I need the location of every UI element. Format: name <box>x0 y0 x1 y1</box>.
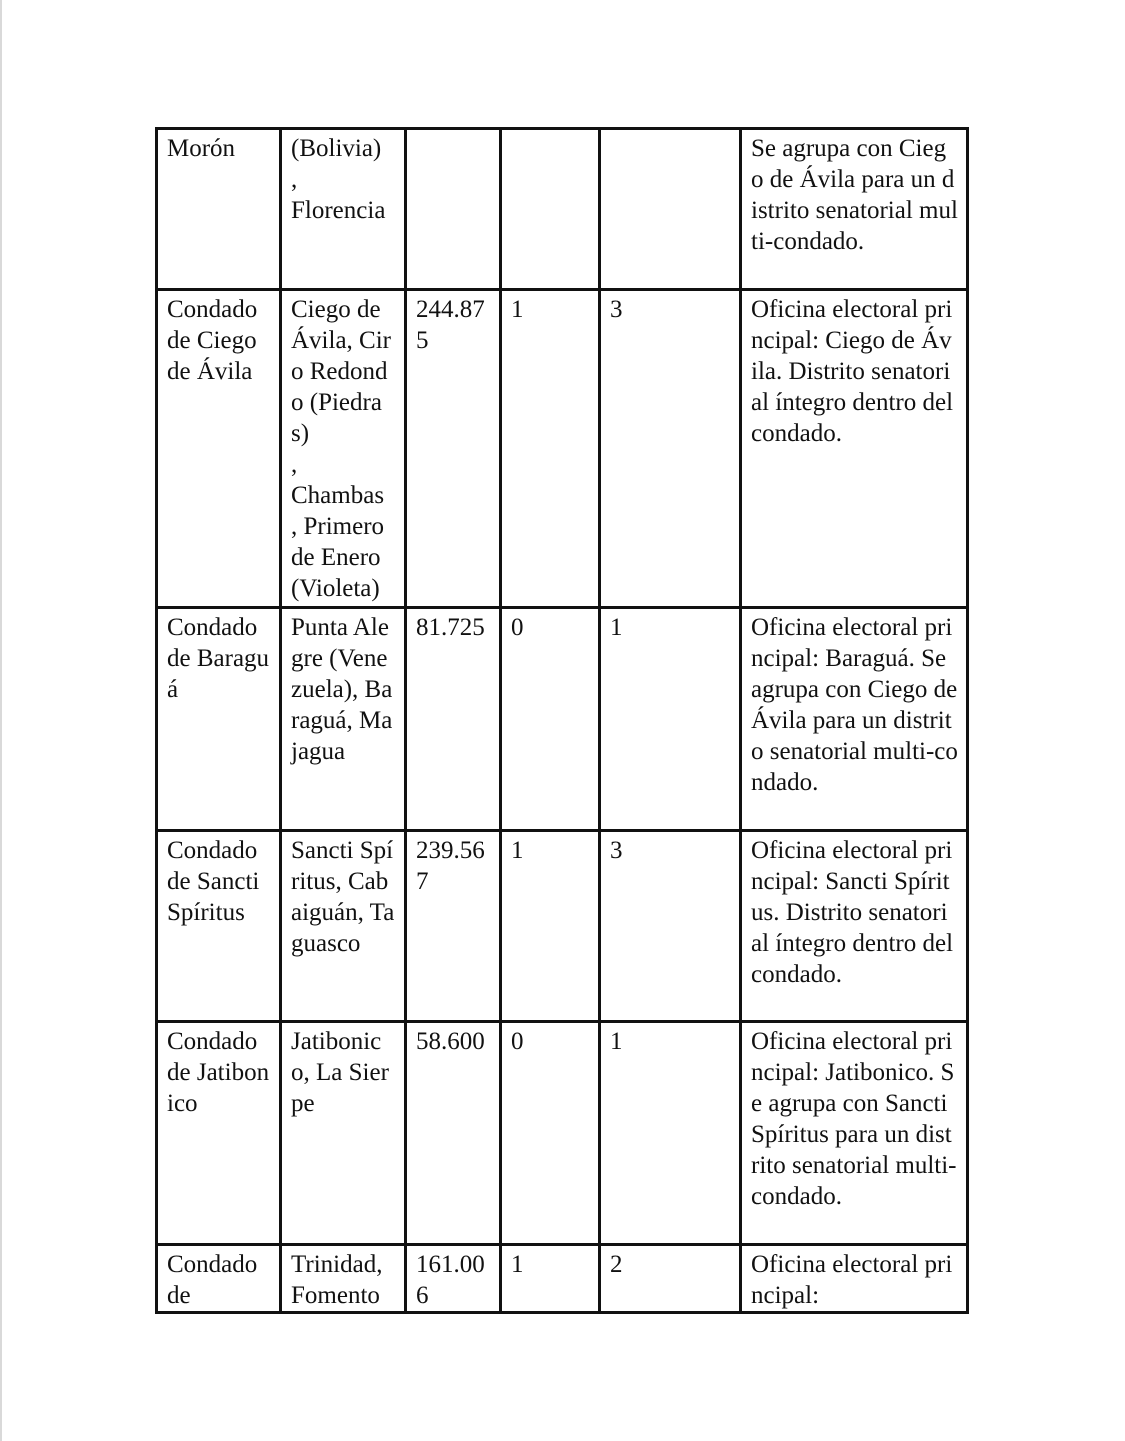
representatives-cell: 3 <box>600 290 741 608</box>
table-row <box>157 1245 968 1313</box>
table-row <box>157 831 968 1022</box>
representatives-cell: 1 <box>600 608 741 831</box>
municipalities-cell: Jatibonico, La Sierpe <box>281 1022 406 1245</box>
table-row <box>157 1022 968 1245</box>
population-cell: 58.600 <box>406 1022 501 1245</box>
municipalities-cell: Trinidad, Fomento <box>281 1245 406 1313</box>
municipalities-cell: Sancti Spíritus, Cabaiguán, Taguasco <box>281 831 406 1022</box>
representatives-cell: 1 <box>600 1022 741 1245</box>
table-row <box>157 129 968 290</box>
representatives-cell: 2 <box>600 1245 741 1313</box>
senators-cell: 1 <box>501 290 600 608</box>
senators-cell: 1 <box>501 1245 600 1313</box>
county-table <box>155 127 968 1314</box>
representatives-cell <box>600 129 741 290</box>
table-row <box>157 608 968 831</box>
county-cell: Condado de <box>157 1245 281 1313</box>
county-cell: Condado de Jatibonico <box>157 1022 281 1245</box>
municipalities-cell: Ciego de Ávila, Ciro Redondo (Piedras) , Chambas , Primero de Enero (Violeta) <box>281 290 406 608</box>
county-cell: Condado de Sancti Spíritus <box>157 831 281 1022</box>
representatives-cell: 3 <box>600 831 741 1022</box>
page-edge <box>0 0 2 1441</box>
senators-cell: 0 <box>501 608 600 831</box>
notes-cell: Oficina electoral principal: Jatibonico. Se agrupa con Sancti Spíritus para un distrito senatorial multi-condado. <box>741 1022 968 1245</box>
senators-cell: 0 <box>501 1022 600 1245</box>
population-cell <box>406 129 501 290</box>
population-cell: 161.006 <box>406 1245 501 1313</box>
table-row <box>157 290 968 608</box>
notes-cell: Oficina electoral principal: Ciego de Ávila. Distrito senatorial íntegro dentro del condado. <box>741 290 968 608</box>
county-cell: Morón <box>157 129 281 290</box>
senators-cell <box>501 129 600 290</box>
population-cell: 244.875 <box>406 290 501 608</box>
municipalities-cell: (Bolivia) , Florencia <box>281 129 406 290</box>
municipalities-cell: Punta Alegre (Venezuela), Baraguá, Majagua <box>281 608 406 831</box>
population-cell: 81.725 <box>406 608 501 831</box>
county-cell: Condado de Ciego de Ávila <box>157 290 281 608</box>
population-cell: 239.567 <box>406 831 501 1022</box>
county-cell: Condado de Baraguá <box>157 608 281 831</box>
notes-cell: Oficina electoral principal: <box>741 1245 968 1313</box>
senators-cell: 1 <box>501 831 600 1022</box>
notes-cell: Se agrupa con Ciego de Ávila para un distrito senatorial multi-condado. <box>741 129 968 290</box>
notes-cell: Oficina electoral principal: Baraguá. Se agrupa con Ciego de Ávila para un distrito senatorial multi-condado. <box>741 608 968 831</box>
notes-cell: Oficina electoral principal: Sancti Spíritus. Distrito senatorial íntegro dentro del condado. <box>741 831 968 1022</box>
